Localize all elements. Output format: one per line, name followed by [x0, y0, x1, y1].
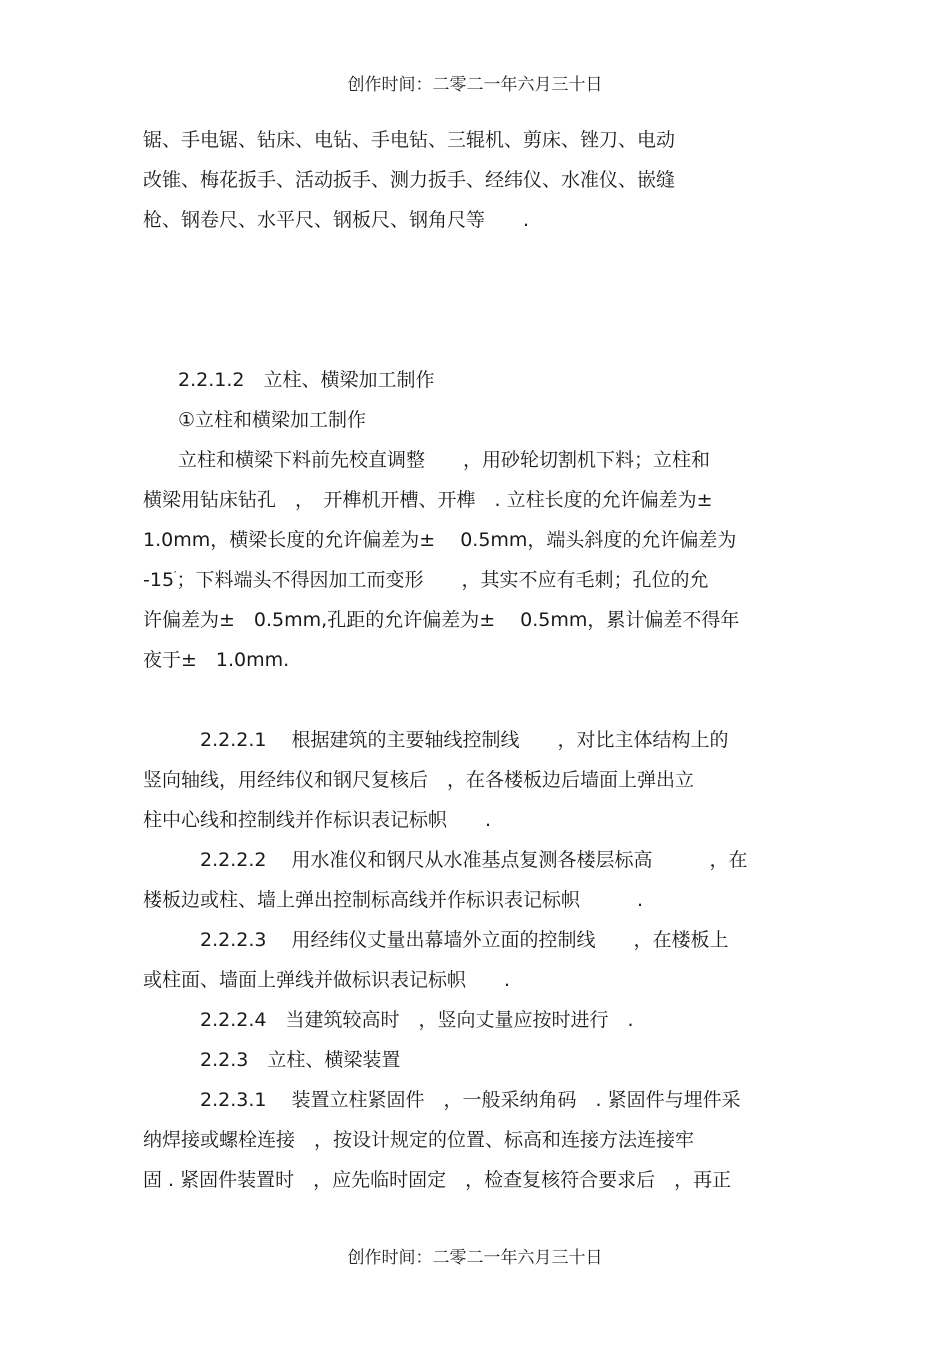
text-line: 立柱和横梁下料前先校直调整 ，用砂轮切割机下料；立柱和 — [178, 449, 711, 471]
page-header: 创作时间：二零二一年六月三十日 — [347, 75, 603, 95]
text-line: 固 . 紧固件装置时 ，应先临时固定 ，检查复核符合要求后 ，再正 — [143, 1169, 732, 1191]
page-footer: 创作时间：二零二一年六月三十日 — [347, 1248, 603, 1268]
text-line: 或柱面、墙面上弹线并做标识表记标帜 . — [143, 969, 511, 991]
text-line: 楼板边或柱、墙上弹出控制标高线并作标识表记标帜 . — [143, 889, 644, 911]
subsection-heading: ①立柱和横梁加工制作 — [178, 409, 367, 431]
minute-mark: ′ — [174, 569, 177, 582]
text-line — [143, 568, 709, 592]
text-line: 2.2.2.2 用水准仪和钢尺从水准基点复测各楼层标高 ，在 — [200, 849, 748, 871]
text-fragment: ；下料端头不得因加工而变形 ，其实不应有毛刺；孔位的允 — [176, 569, 709, 591]
text-fragment: -15 — [143, 569, 175, 591]
text-line: 横梁用钻床钻孔 ， 开榫机开槽、开榫 . 立柱长度的允许偏差为± — [143, 489, 713, 511]
text-line: 改锥、梅花扳手、活动扳手、测力扳手、经纬仪、水准仪、嵌缝 — [143, 169, 676, 191]
section-heading: 2.2.3 立柱、横梁装置 — [200, 1049, 401, 1071]
text-line: 许偏差为± 0.5mm,孔距的允许偏差为± 0.5mm，累计偏差不得年 — [143, 609, 740, 631]
text-line: 纳焊接或螺栓连接 ，按设计规定的位置、标高和连接方法连接牢 — [143, 1129, 695, 1151]
text-line: 竖向轴线，用经纬仪和钢尺复核后 ，在各楼板边后墙面上弹出立 — [143, 769, 695, 791]
text-line: 1.0mm，横梁长度的允许偏差为± 0.5mm，端头斜度的允许偏差为 — [143, 529, 737, 551]
text-line: 2.2.2.4 当建筑较高时 ，竖向丈量应按时进行 . — [200, 1009, 634, 1031]
text-line: 2.2.2.1 根据建筑的主要轴线控制线 ，对比主体结构上的 — [200, 729, 729, 751]
text-line: 2.2.2.3 用经纬仪丈量出幕墙外立面的控制线 ，在楼板上 — [200, 929, 729, 951]
text-line: 夜于± 1.0mm. — [143, 649, 290, 671]
text-line: 锯、手电锯、钻床、电钻、手电钻、三辊机、剪床、锉刀、电动 — [143, 129, 676, 151]
text-line: 柱中心线和控制线并作标识表记标帜 . — [143, 809, 492, 831]
text-line: 2.2.3.1 装置立柱紧固件 ，一般采纳角码 . 紧固件与埋件采 — [200, 1089, 741, 1111]
section-heading: 2.2.1.2 立柱、横梁加工制作 — [178, 369, 435, 391]
text-line: 枪、钢卷尺、水平尺、钢板尺、钢角尺等 . — [143, 209, 530, 231]
